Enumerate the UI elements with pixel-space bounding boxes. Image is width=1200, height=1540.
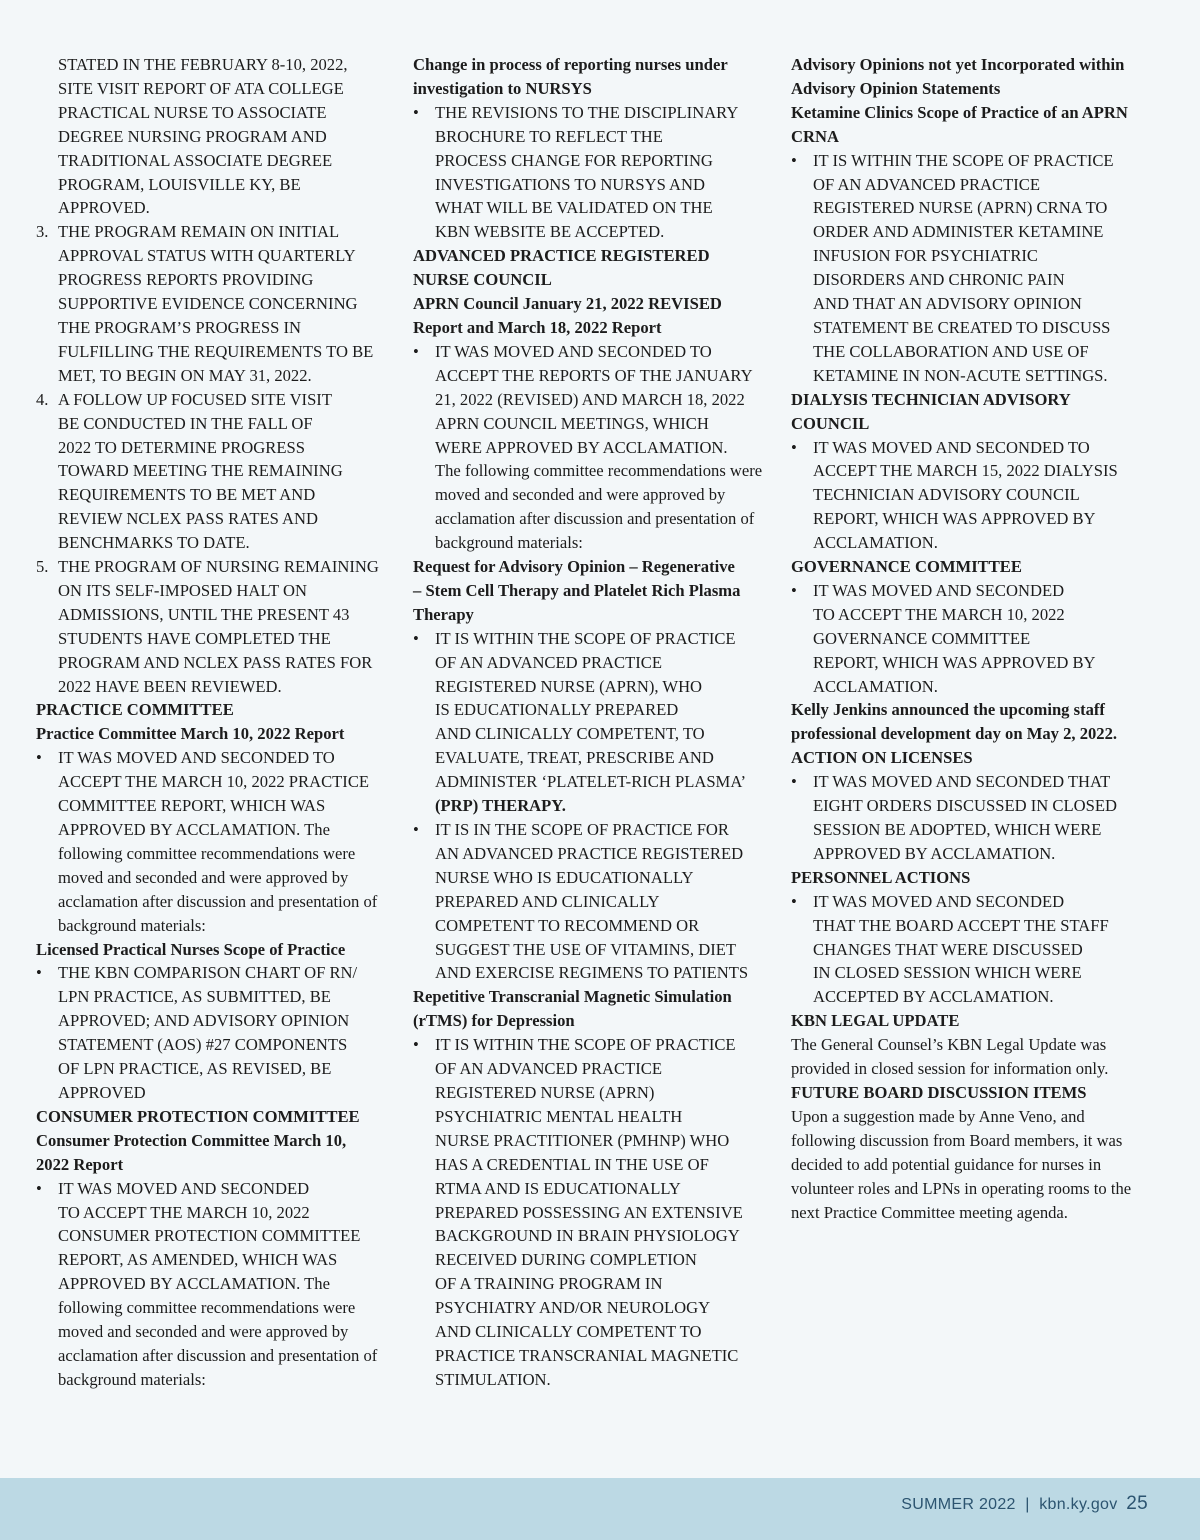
text-line: INVESTIGATIONS TO NURSYS AND (435, 174, 705, 194)
footer-separator: | (1025, 1496, 1030, 1513)
bullet-list (791, 770, 1151, 866)
text-line: ACCEPT THE MARCH 15, 2022 DIALYSIS (813, 461, 1118, 481)
bullet-icon: • (36, 963, 42, 983)
bullet-icon: • (791, 580, 797, 600)
text-line: TOWARD MEETING THE REMAINING (58, 461, 343, 481)
text-line: AN ADVANCED PRACTICE REGISTERED (435, 843, 744, 863)
bullet-item (413, 818, 775, 985)
subheading: Request for Advisory Opinion – Regenerative (413, 557, 735, 577)
text-line: PSYCHIATRIC MENTAL HEALTH (435, 1106, 683, 1126)
bullet-item (36, 746, 396, 937)
text-line: ACCEPT THE MARCH 10, 2022 PRACTICE (58, 772, 370, 792)
text-line: AND CLINICALLY COMPETENT TO (435, 1322, 702, 1342)
page-number: 25 (1126, 1493, 1148, 1514)
text-line: ACCLAMATION. (813, 533, 938, 553)
text-line: IT WAS MOVED AND SECONDED TO (435, 341, 712, 361)
bullet-item (413, 340, 775, 555)
text-line: ADMINISTER ‘PLATELET-RICH PLASMA’ (435, 772, 746, 792)
text-line: APPROVED BY ACCLAMATION. The (58, 1274, 330, 1294)
text-line: PROCESS CHANGE FOR REPORTING (435, 150, 713, 170)
text-line: ORDER AND ADMINISTER KETAMINE (813, 222, 1104, 242)
text-line: OF AN ADVANCED PRACTICE (435, 652, 662, 672)
text-line: STATED IN THE FEBRUARY 8-10, 2022, (58, 55, 348, 74)
text-line: STIMULATION. (435, 1369, 551, 1389)
text-line: next Practice Committee meeting agenda. (791, 1202, 1068, 1222)
site-link[interactable]: kbn.ky.gov (1039, 1496, 1118, 1513)
bullet-icon: • (413, 820, 419, 839)
list-number: 5. (36, 557, 49, 577)
text-line: THE PROGRAM’S PROGRESS IN (58, 317, 301, 337)
text-line: 2022 HAVE BEEN REVIEWED. (58, 676, 282, 696)
text-line: provided in closed session for information only. (791, 1059, 1109, 1079)
subheading: Change in process of reporting nurses under (413, 55, 728, 74)
text-line: IT WAS MOVED AND SECONDED (58, 1178, 310, 1198)
text-line: APRN COUNCIL MEETINGS, WHICH (435, 413, 709, 433)
text-line: IT IS WITHIN THE SCOPE OF PRACTICE (435, 628, 736, 648)
text-line: ACCEPT THE REPORTS OF THE JANUARY (435, 365, 753, 385)
text-line: THAT THE BOARD ACCEPT THE STAFF (813, 915, 1109, 935)
text-line: TO ACCEPT THE MARCH 10, 2022 (58, 1202, 310, 1222)
text-line: moved and seconded and were approved by (58, 1322, 349, 1342)
list-item-3 (36, 220, 396, 387)
bullet-item (413, 1033, 775, 1392)
text-line: HAS A CREDENTIAL IN THE USE OF (435, 1154, 709, 1174)
text-line: following committee recommendations were (58, 843, 356, 863)
section-heading: PERSONNEL ACTIONS (791, 867, 971, 887)
bullet-icon: • (413, 341, 419, 361)
text-line: DISORDERS AND CHRONIC PAIN (813, 270, 1065, 290)
text-line: ON ITS SELF-IMPOSED HALT ON (58, 580, 307, 600)
text-line: (PRP) THERAPY. (435, 796, 566, 816)
text-line: FULFILLING THE REQUIREMENTS TO BE (58, 341, 374, 361)
subheading: APRN Council January 21, 2022 REVISED (413, 294, 722, 314)
text-line: INFUSION FOR PSYCHIATRIC (813, 246, 1038, 266)
text-line: following discussion from Board members, it was (791, 1130, 1123, 1150)
text-line: moved and seconded and were approved by (435, 485, 726, 505)
list-item-2-continuation (36, 53, 396, 220)
text-line: REPORT, AS AMENDED, WHICH WAS (58, 1250, 338, 1270)
text-line: COMMITTEE REPORT, WHICH WAS (58, 796, 326, 816)
numbered-list (36, 220, 396, 698)
section-heading: KBN LEGAL UPDATE (791, 1011, 960, 1031)
bullet-list (36, 961, 396, 1104)
text-line: BROCHURE TO REFLECT THE (435, 126, 663, 146)
section-heading: DIALYSIS TECHNICIAN ADVISORY (791, 389, 1071, 409)
text-line: APPROVAL STATUS WITH QUARTERLY (58, 246, 356, 266)
bullet-list (413, 340, 775, 555)
text-line: ACCEPTED BY ACCLAMATION. (813, 987, 1054, 1007)
text-line: volunteer roles and LPNs in operating rooms to the (791, 1178, 1132, 1198)
text-line: IT IS WITHIN THE SCOPE OF PRACTICE (435, 1035, 736, 1055)
footer-info (901, 1493, 1148, 1515)
text-line: BE CONDUCTED IN THE FALL OF (58, 413, 313, 433)
text-line: REGISTERED NURSE (APRN) (435, 1082, 655, 1102)
column-2 (413, 53, 775, 1392)
text-line: THE PROGRAM REMAIN ON INITIAL (58, 222, 340, 242)
column-3 (791, 53, 1151, 1224)
text-line: WHAT WILL BE VALIDATED ON THE (435, 198, 713, 218)
bullet-icon: • (413, 102, 419, 122)
text-line: IT WAS MOVED AND SECONDED TO (813, 437, 1090, 457)
section-heading: CONSUMER PROTECTION COMMITTEE (36, 1106, 360, 1126)
bullet-item (791, 770, 1151, 866)
section-heading: ADVANCED PRACTICE REGISTERED (413, 246, 710, 266)
bullet-list (413, 627, 775, 986)
bullet-item (791, 149, 1151, 388)
list-item-4 (36, 388, 396, 555)
text-line: IT WAS MOVED AND SECONDED THAT (813, 772, 1111, 792)
subheading: Report and March 18, 2022 Report (413, 317, 662, 337)
announcement-text: professional development day on May 2, 2022. (791, 724, 1118, 744)
text-line: APPROVED; AND ADVISORY OPINION (58, 1011, 350, 1031)
bullet-icon: • (791, 891, 797, 911)
text-line: The General Counsel’s KBN Legal Update was (791, 1035, 1107, 1055)
text-line: Upon a suggestion made by Anne Veno, and (791, 1106, 1085, 1126)
text-line: THE COLLABORATION AND USE OF (813, 341, 1089, 361)
text-line: KETAMINE IN NON-ACUTE SETTINGS. (813, 365, 1108, 385)
bullet-list (413, 101, 775, 244)
bullet-item (413, 101, 775, 244)
text-line: THE REVISIONS TO THE DISCIPLINARY (435, 102, 739, 122)
subheading: Repetitive Transcranial Magnetic Simulation (413, 987, 732, 1007)
bullet-icon: • (36, 748, 42, 768)
text-line: TRADITIONAL ASSOCIATE DEGREE (58, 150, 333, 170)
page-footer (0, 1478, 1200, 1540)
text-line: PREPARED POSSESSING AN EXTENSIVE (435, 1202, 743, 1222)
text-line: OF AN ADVANCED PRACTICE (813, 174, 1040, 194)
text-line: PROGRAM, LOUISVILLE KY, BE (58, 174, 301, 194)
text-line: acclamation after discussion and presentation of (58, 891, 378, 911)
text-line: APPROVED. (58, 198, 150, 218)
subheading: Licensed Practical Nurses Scope of Practice (36, 939, 346, 959)
bullet-item (791, 579, 1151, 699)
text-line: IT WAS MOVED AND SECONDED (813, 580, 1065, 600)
bullet-item (36, 961, 396, 1104)
section-heading: COUNCIL (791, 413, 870, 433)
text-line: NURSE WHO IS EDUCATIONALLY (435, 867, 694, 887)
subheading: Therapy (413, 604, 474, 624)
text-line: GOVERNANCE COMMITTEE (813, 628, 1031, 648)
subheading: Practice Committee March 10, 2022 Report (36, 724, 345, 744)
text-line: The following committee recommendations were (435, 461, 763, 481)
text-line: PROGRESS REPORTS PROVIDING (58, 270, 314, 290)
text-line: APPROVED (58, 1082, 146, 1102)
text-line: IT WAS MOVED AND SECONDED (813, 891, 1065, 911)
text-line: DEGREE NURSING PROGRAM AND (58, 126, 327, 146)
announcement-text: Kelly Jenkins announced the upcoming staff (791, 700, 1105, 720)
text-line: SUGGEST THE USE OF VITAMINS, DIET (435, 939, 737, 959)
bullet-item (791, 436, 1151, 556)
subheading: Ketamine Clinics Scope of Practice of an APRN (791, 102, 1128, 122)
text-line: OF AN ADVANCED PRACTICE (435, 1059, 662, 1079)
text-line: RECEIVED DURING COMPLETION (435, 1250, 697, 1270)
text-line: 21, 2022 (REVISED) AND MARCH 18, 2022 (435, 389, 745, 409)
list-number: 4. (36, 389, 49, 409)
section-heading: GOVERNANCE COMMITTEE (791, 557, 1022, 577)
text-line: ADMISSIONS, UNTIL THE PRESENT 43 (58, 604, 350, 624)
text-line: OF LPN PRACTICE, AS REVISED, BE (58, 1059, 332, 1079)
text-line: SUPPORTIVE EVIDENCE CONCERNING (58, 294, 358, 314)
text-line: AND THAT AN ADVISORY OPINION (813, 294, 1082, 314)
section-heading: ACTION ON LICENSES (791, 748, 973, 768)
bullet-icon: • (791, 150, 797, 170)
subheading: investigation to NURSYS (413, 78, 592, 98)
text-line: STUDENTS HAVE COMPLETED THE (58, 628, 331, 648)
bullet-icon: • (413, 628, 419, 648)
text-line: KBN WEBSITE BE ACCEPTED. (435, 222, 665, 242)
issue-label: SUMMER 2022 (901, 1496, 1016, 1513)
subheading: 2022 Report (36, 1154, 124, 1174)
text-line: COMPETENT TO RECOMMEND OR (435, 915, 700, 935)
subheading: CRNA (791, 126, 839, 146)
section-heading: NURSE COUNCIL (413, 270, 552, 290)
bullet-item (36, 1177, 396, 1392)
subheading: Advisory Opinion Statements (791, 78, 1001, 98)
text-line: EIGHT ORDERS DISCUSSED IN CLOSED (813, 796, 1117, 816)
text-line: A FOLLOW UP FOCUSED SITE VISIT (58, 389, 332, 409)
text-line: SITE VISIT REPORT OF ATA COLLEGE (58, 78, 344, 98)
text-line: PRACTICE TRANSCRANIAL MAGNETIC (435, 1345, 739, 1365)
text-line: REPORT, WHICH WAS APPROVED BY (813, 509, 1096, 529)
text-line: THE PROGRAM OF NURSING REMAINING (58, 557, 379, 577)
bullet-list (36, 1177, 396, 1392)
column-1 (36, 53, 396, 1392)
text-line: PSYCHIATRY AND/OR NEUROLOGY (435, 1298, 711, 1318)
text-line: STATEMENT BE CREATED TO DISCUSS (813, 317, 1111, 337)
text-line: REQUIREMENTS TO BE MET AND (58, 485, 316, 505)
text-line: decided to add potential guidance for nurses in (791, 1154, 1102, 1174)
bullet-item (413, 627, 775, 818)
bullet-list (36, 746, 396, 937)
text-line: SESSION BE ADOPTED, WHICH WERE (813, 820, 1102, 839)
subheading: – Stem Cell Therapy and Platelet Rich Plasma (413, 580, 741, 600)
text-line: TO ACCEPT THE MARCH 10, 2022 (813, 604, 1065, 624)
text-line: PRACTICAL NURSE TO ASSOCIATE (58, 102, 327, 122)
section-heading: FUTURE BOARD DISCUSSION ITEMS (791, 1082, 1087, 1102)
bullet-list (791, 579, 1151, 699)
text-line: REVIEW NCLEX PASS RATES AND (58, 509, 319, 529)
text-line: PREPARED AND CLINICALLY (435, 891, 660, 911)
text-line: OF A TRAINING PROGRAM IN (435, 1274, 663, 1294)
text-line: REPORT, WHICH WAS APPROVED BY (813, 652, 1096, 672)
bullet-list (791, 890, 1151, 1010)
text-line: IN CLOSED SESSION WHICH WERE (813, 963, 1082, 983)
text-line: CHANGES THAT WERE DISCUSSED (813, 939, 1083, 959)
text-line: RTMA AND IS EDUCATIONALLY (435, 1178, 681, 1198)
bullet-list (791, 436, 1151, 556)
text-line: EVALUATE, TREAT, PRESCRIBE AND (435, 748, 714, 768)
text-line: TECHNICIAN ADVISORY COUNCIL (813, 485, 1080, 505)
text-line: NURSE PRACTITIONER (PMHNP) WHO (435, 1130, 730, 1150)
subheading: (rTMS) for Depression (413, 1011, 575, 1031)
text-line: REGISTERED NURSE (APRN), WHO (435, 676, 703, 696)
text-line: BENCHMARKS TO DATE. (58, 533, 250, 553)
text-line: MET, TO BEGIN ON MAY 31, 2022. (58, 365, 312, 385)
text-line: BACKGROUND IN BRAIN PHYSIOLOGY (435, 1226, 740, 1246)
text-line: AND EXERCISE REGIMENS TO PATIENTS (435, 963, 749, 983)
text-line: moved and seconded and were approved by (58, 867, 349, 887)
text-line: background materials: (435, 533, 583, 553)
text-line: LPN PRACTICE, AS SUBMITTED, BE (58, 987, 331, 1007)
text-line: IS EDUCATIONALLY PREPARED (435, 700, 679, 720)
text-line: acclamation after discussion and presentation of (435, 509, 755, 529)
text-line: REGISTERED NURSE (APRN) CRNA TO (813, 198, 1108, 218)
text-line: THE KBN COMPARISON CHART OF RN/ (58, 963, 358, 983)
subheading: Advisory Opinions not yet Incorporated within (791, 55, 1125, 74)
subheading: Consumer Protection Committee March 10, (36, 1130, 347, 1150)
list-number: 3. (36, 222, 49, 242)
text-line: acclamation after discussion and presentation of (58, 1345, 378, 1365)
text-line: WERE APPROVED BY ACCLAMATION. (435, 437, 728, 457)
text-line: IT IS WITHIN THE SCOPE OF PRACTICE (813, 150, 1114, 170)
text-line: STATEMENT (AOS) #27 COMPONENTS (58, 1035, 348, 1055)
bullet-list (413, 1033, 775, 1392)
text-line: APPROVED BY ACCLAMATION. (813, 843, 1056, 863)
text-line: APPROVED BY ACCLAMATION. The (58, 820, 330, 839)
text-line: ACCLAMATION. (813, 676, 938, 696)
bullet-list (791, 149, 1151, 388)
text-line: AND CLINICALLY COMPETENT, TO (435, 724, 705, 744)
text-line: background materials: (58, 915, 206, 935)
text-line: PROGRAM AND NCLEX PASS RATES FOR (58, 652, 373, 672)
section-heading: PRACTICE COMMITTEE (36, 700, 234, 720)
text-line: IT WAS MOVED AND SECONDED TO (58, 748, 335, 768)
text-line: background materials: (58, 1369, 206, 1389)
bullet-icon: • (413, 1035, 419, 1055)
text-line: IT IS IN THE SCOPE OF PRACTICE FOR (435, 820, 729, 839)
bullet-icon: • (36, 1178, 42, 1198)
text-line: following committee recommendations were (58, 1298, 356, 1318)
bullet-item (791, 890, 1151, 1010)
text-line: CONSUMER PROTECTION COMMITTEE (58, 1226, 361, 1246)
list-item-5 (36, 555, 396, 698)
text-line: 2022 TO DETERMINE PROGRESS (58, 437, 305, 457)
bullet-icon: • (791, 437, 797, 457)
bullet-icon: • (791, 772, 797, 792)
